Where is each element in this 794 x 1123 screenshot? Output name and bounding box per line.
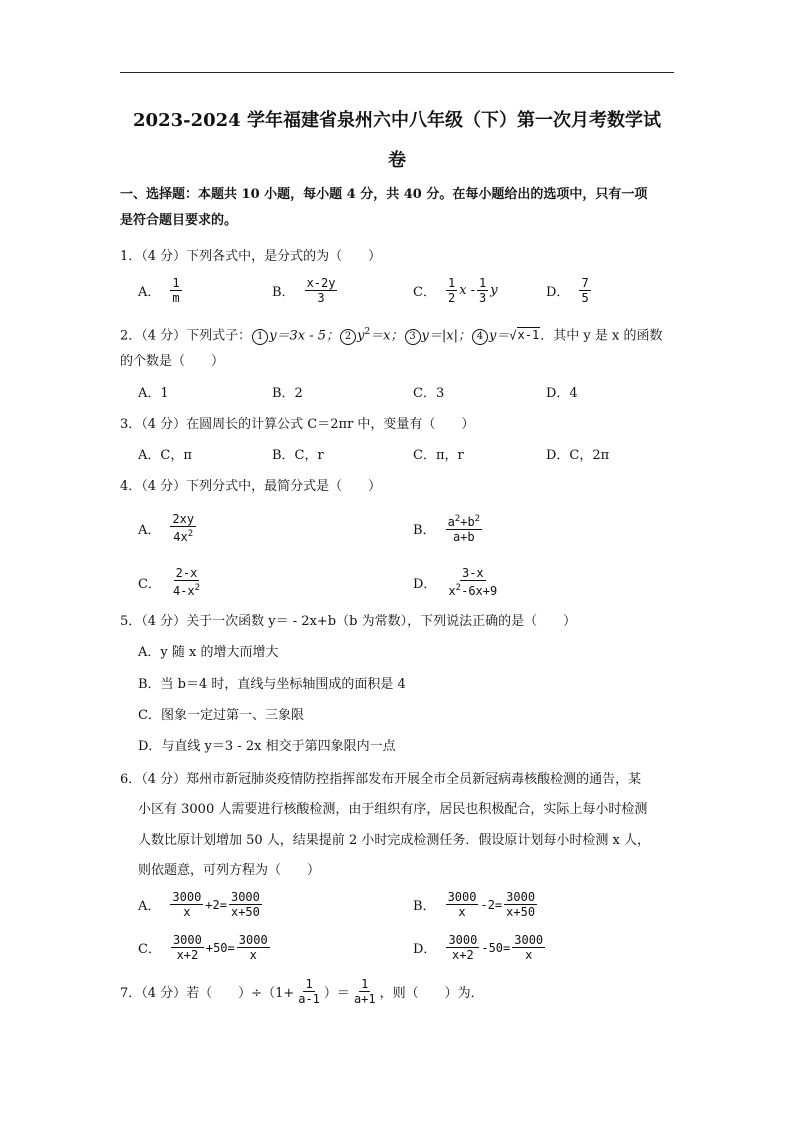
q1-option-d: D． $\frac{7}{5}$ [546,276,589,305]
section-heading: 一、选择题：本题共 10 小题，每小题 4 分，共 40 分。在每小题给出的选项中，只有一项 [120,187,648,202]
q4-option-b: B． $\frac{a^2+b^2}{a+b}$ [413,514,481,544]
q4-option-c: C． $\frac{2-x}{4-x^2}$ [138,566,201,598]
question-2-stem-cont: 的个数是（ ） [120,354,225,369]
q2-option-b: B．2 [272,386,303,401]
question-7-stem: 7．（4 分）若（ ）÷（1+ $\frac{1}{a-1}$ ）＝ $\frac{1}{a+1}$ ，则（ ）为． [120,977,484,1006]
question-5-stem: 5．（4 分）关于一次函数 y＝ - 2x+b（b 为常数），下列说法正确的是（ ） [120,614,577,629]
q2-option-c: C．3 [413,386,445,401]
question-6-stem: 6．（4 分）郑州市新冠肺炎疫情防控指挥部发布开展全市全员新冠病毒核酸检测的通告，某 [120,772,642,787]
q4-option-d: D． $\frac{3-x}{x^2-6x+9}$ [413,566,498,598]
q6-option-b: B． $\frac{3000}{x}$ -2= $\frac{3000}{x+50}$ [413,890,536,919]
q2-option-a: A．1 [138,386,169,401]
question-4-stem: 4．（4 分）下列分式中，最简分式是（ ） [120,479,382,494]
q3-option-b: B．C，r [272,448,324,463]
q1-option-c: C． $\frac{1}{2}$ x - $\frac{1}{3}$ y [413,276,498,305]
question-1-stem: 1．（4 分）下列各式中，是分式的为（ ） [120,249,382,264]
q3-option-d: D．C，2π [546,448,610,463]
q6-option-c: C． $\frac{3000}{x+2}$ +50= $\frac{3000}{x}$ [138,933,268,962]
q1-option-b: B． $\frac{x-2y}{3}$ [272,276,336,305]
q6-option-d: D． $\frac{3000}{x+2}$ -50= $\frac{3000}{x}$ [413,933,544,962]
q5-option-a: A．y 随 x 的增大而增大 [138,645,279,660]
question-2-stem: 2．（4 分）下列式子： 1 y＝3x - 5； 2 $y^2=x$； 3 y＝|x|； 4 y＝√x-1．其中 y 是 x 的函数 [120,327,663,344]
q2-option-d: D．4 [546,386,578,401]
q4-option-a: A． $\frac{2xy}{4x^2}$ [138,512,195,544]
question-3-stem: 3．（4 分）在圆周长的计算公式 C＝2πr 中，变量有（ ） [120,417,475,432]
q6-option-a: A． $\frac{3000}{x}$ +2= $\frac{3000}{x+50}$ [138,890,260,919]
q5-option-c: C．图象一定过第一、三象限 [138,708,304,723]
header-rule [120,72,674,73]
q5-option-d: D．与直线 y＝3 - 2x 相交于第四象限内一点 [138,739,396,754]
section-heading-cont: 是符合题目要求的。 [120,213,238,228]
q1-option-a: A． $\frac{1}{m}$ [138,276,180,305]
question-6-stem-cont: 则依题意，可列方程为（ ） [138,863,321,878]
question-6-stem-cont: 小区有 3000 人需要进行核酸检测，由于组织有序，居民也积极配合，实际上每小时检测 [138,802,648,817]
q3-option-c: C．π，r [413,448,464,463]
page-title: 2023-2024 学年福建省泉州六中八年级（下）第一次月考数学试 [133,110,661,131]
q3-option-a: A．C，π [138,448,192,463]
page-title-cont: 卷 [388,150,406,171]
question-6-stem-cont: 人数比原计划增加 50 人，结果提前 2 小时完成检测任务．假设原计划每小时检测 x 人， [138,833,650,848]
q5-option-b: B．当 b＝4 时，直线与坐标轴围成的面积是 4 [138,677,406,692]
